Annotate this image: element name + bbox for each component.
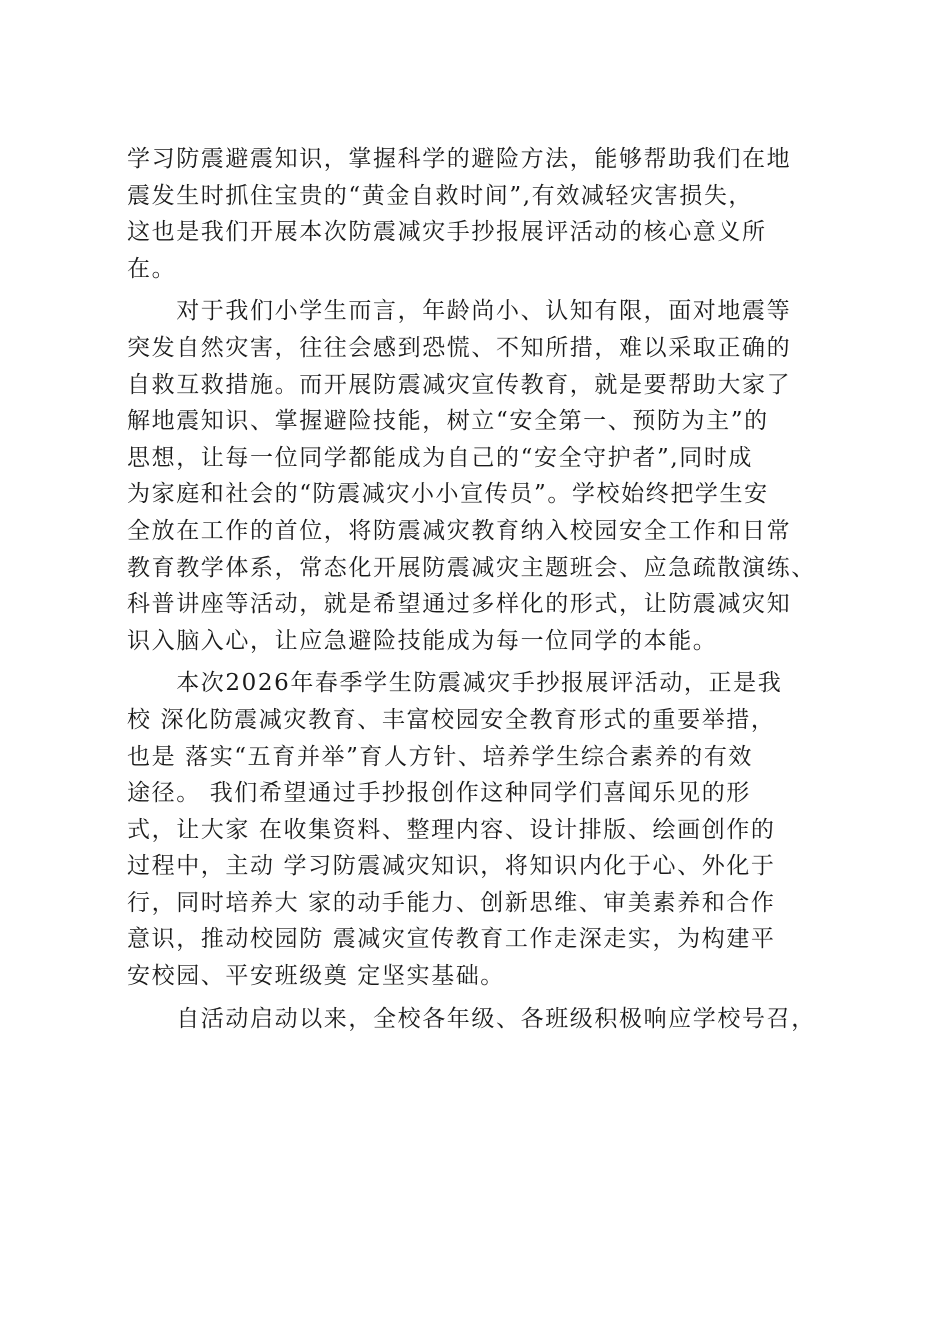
text-line: 安校园、平安班级奠 定坚实基础。 [127,963,505,990]
paragraph [127,293,827,659]
paragraph [127,1001,827,1038]
text-line: 解地震知识、掌握避险技能，树立“安全第一、预防为主”的 [127,408,769,435]
text-line: 思想，让每一位同学都能成为自己的“安全守护者”,同时成 [127,444,754,471]
paragraph [127,141,827,287]
text-line: 学习防震避震知识，掌握科学的避险方法，能够帮助我们在地 [127,146,792,172]
text-line: 这也是我们开展本次防震减灾手抄报展评活动的核心意义所 [127,219,767,246]
text-line: 在。 [127,255,177,282]
text-line: 教育教学体系，常态化开展防震减灾主题班会、应急疏散演练、 [127,554,816,581]
text-line: 自救互救措施。而开展防震减灾宣传教育，就是要帮助大家了 [127,371,792,398]
text-line: 突发自然灾害，往往会感到恐慌、不知所措，难以采取正确的 [127,334,792,361]
text-line: 行，同时培养大 家的动手能力、创新思维、审美素养和合作 [127,889,776,916]
text-line: 本次2026年春季学生防震减灾手抄报展评活动，正是我 [127,670,783,697]
text-line: 过程中，主动 学习防震减灾知识，将知识内化于心、外化于 [127,853,776,880]
text-line: 自活动启动以来，全校各年级、各班级积极响应学校号召， [127,1005,816,1032]
text-line: 为家庭和社会的“防震减灾小小宣传员”。学校始终把学生安 [127,481,769,508]
text-line: 科普讲座等活动，就是希望通过多样化的形式，让防震减灾知 [127,591,792,618]
text-line: 也是 落实“五育并举”育人方针、培养学生综合素养的有效 [127,743,754,770]
paragraph [127,665,827,994]
text-line: 全放在工作的首位，将防震减灾教育纳入校园安全工作和日常 [127,517,792,544]
text-line: 震发生时抓住宝贵的“黄金自救时间”,有效减轻灾害损失， [127,182,754,209]
text-line: 识入脑入心，让应急避险技能成为每一位同学的本能。 [127,627,718,654]
text-line: 途径。 我们希望通过手抄报创作这种同学们喜闻乐见的形 [127,780,751,807]
text-line: 校 深化防震减灾教育、丰富校园安全教育形式的重要举措， [127,706,776,733]
text-line: 对于我们小学生而言，年龄尚小、认知有限，面对地震等 [127,298,792,325]
text-line: 式，让大家 在收集资料、整理内容、设计排版、绘画创作的 [127,816,776,843]
text-line: 意识，推动校园防 震减灾宣传教育工作走深走实，为构建平 [127,926,776,953]
body-text [127,141,827,1037]
